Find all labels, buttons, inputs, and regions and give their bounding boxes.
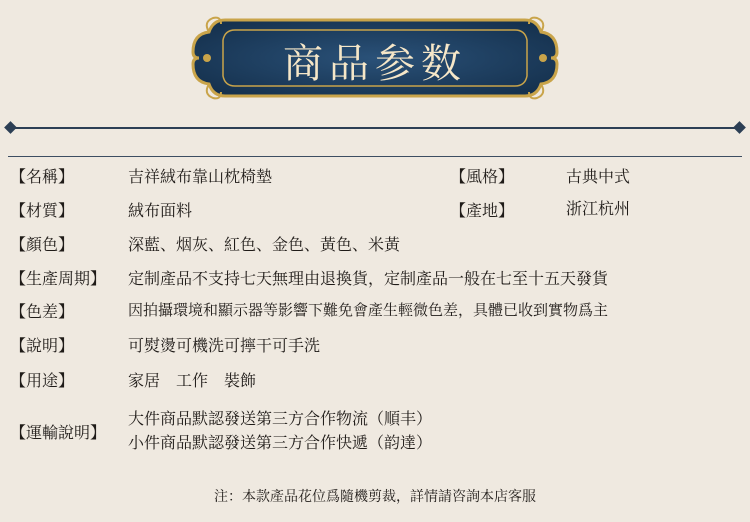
table-top-rule	[8, 156, 742, 157]
name-label: 【名稱】	[10, 167, 75, 186]
cycle-value: 定制產品不支持七天無理由退換貨，定制產品一般在七至十五天發貨	[128, 269, 609, 288]
origin-label: 【產地】	[450, 201, 515, 220]
wash-label: 【說明】	[10, 336, 75, 355]
material-value: 絨布面料	[128, 201, 193, 220]
use-value: 家居 工作 裝飾	[128, 371, 257, 390]
page-title: 商品参数	[283, 40, 467, 87]
color-value: 深藍、烟灰、紅色、金色、黃色、米黃	[128, 235, 401, 254]
cycle-label: 【生產周期】	[10, 269, 107, 288]
diff-value: 因拍攝環境和顯示器等影響下難免會產生輕微色差，具體已收到實物爲主	[128, 301, 609, 319]
footer-note: 注：本款產品花位爲隨機剪裁，詳情請咨詢本店客服	[214, 489, 536, 505]
material-label: 【材質】	[10, 201, 75, 220]
use-label: 【用途】	[10, 371, 75, 390]
ship-label: 【運輸說明】	[10, 423, 107, 442]
style-label: 【風格】	[450, 167, 515, 186]
divider	[6, 122, 744, 134]
wash-value: 可熨燙可機洗可擰干可手洗	[128, 336, 321, 355]
title-banner	[185, 12, 565, 104]
ship-line-2: 小件商品默認發送第三方合作快遞（韵達）	[128, 433, 433, 452]
ship-line-1: 大件商品默認發送第三方合作物流（順丰）	[128, 409, 433, 428]
style-value: 古典中式	[566, 167, 631, 186]
name-value: 吉祥絨布靠山枕椅墊	[128, 167, 273, 186]
origin-value: 浙江杭州	[566, 199, 631, 218]
color-label: 【顏色】	[10, 235, 75, 254]
diff-label: 【色差】	[10, 302, 75, 321]
